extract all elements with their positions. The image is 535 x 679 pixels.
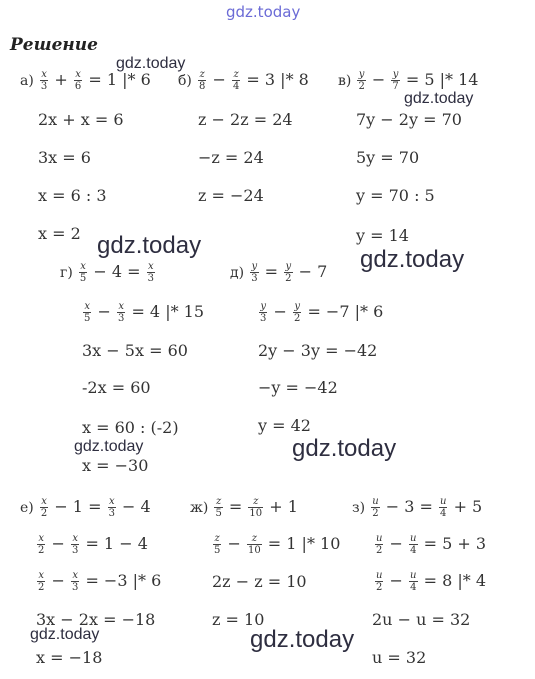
equation-v: в) $\frac{y}{2}$ − $\frac{y}{7}$ = 5 |* 14 — [338, 69, 479, 92]
step-line: y = 14 — [356, 226, 409, 245]
fraction: $\frac{x}{3}$ — [40, 69, 48, 92]
fraction: $\frac{x}{3}$ — [147, 261, 154, 284]
problem-label: а) — [20, 73, 34, 89]
fraction: $\frac{y}{2}$ — [358, 69, 365, 92]
problem-label: з) — [352, 500, 366, 516]
watermark-top: gdz.today — [226, 3, 301, 21]
fraction: $\frac{u}{4}$ — [410, 533, 417, 556]
problem-label: е) — [20, 500, 34, 516]
step-line: $\frac{z}{5}$ − $\frac{z}{10}$ = 1 |* 10 — [214, 533, 341, 556]
step-line: -2x = 60 — [82, 378, 151, 397]
fraction: $\frac{y}{2}$ — [293, 301, 301, 324]
step-line: 2u − u = 32 — [372, 610, 471, 629]
step-line: y = 70 : 5 — [356, 186, 435, 205]
equation-g: г) $\frac{x}{5}$ − 4 = $\frac{x}{3}$ — [60, 261, 154, 284]
equation-z: з) $\frac{u}{2}$ − 3 = $\frac{u}{4}$ + 5 — [352, 496, 483, 519]
step-line: x = 60 : (-2) — [82, 418, 179, 437]
step-line: 5y = 70 — [356, 148, 420, 167]
equation-e: е) $\frac{x}{2}$ − 1 = $\frac{x}{3}$ − 4 — [20, 496, 151, 519]
fraction: $\frac{u}{2}$ — [372, 496, 379, 519]
fraction: $\frac{z}{10}$ — [247, 533, 261, 556]
step-line: 3x − 2x = −18 — [36, 610, 156, 629]
fraction: $\frac{x}{3}$ — [108, 496, 115, 519]
fraction: $\frac{x}{2}$ — [38, 570, 45, 593]
step-line: 7y − 2y = 70 — [356, 110, 462, 129]
problem-label: в) — [338, 73, 352, 89]
fraction: $\frac{x}{5}$ — [79, 261, 87, 284]
step-line: $\frac{x}{2}$ − $\frac{x}{3}$ = −3 |* 6 — [38, 570, 162, 593]
equation-b: б) $\frac{z}{8}$ − $\frac{z}{4}$ = 3 |* 8 — [178, 69, 309, 92]
watermark: gdz.today — [404, 90, 474, 107]
fraction: $\frac{z}{8}$ — [198, 69, 206, 92]
equation-a: а) $\frac{x}{3}$ + $\frac{x}{6}$ = 1 |* 6 — [20, 69, 151, 92]
watermark: gdz.today — [292, 435, 397, 462]
fraction: $\frac{x}{3}$ — [71, 533, 79, 556]
watermark: gdz.today — [250, 626, 355, 653]
step-line: $\frac{y}{3}$ − $\frac{y}{2}$ = −7 |* 6 — [260, 301, 384, 324]
step-line: x = −30 — [82, 456, 149, 475]
step-line: $\frac{u}{2}$ − $\frac{u}{4}$ = 5 + 3 — [376, 533, 487, 556]
solution-title: Решение — [10, 35, 98, 55]
fraction: $\frac{z}{10}$ — [249, 496, 263, 519]
problem-label: ж) — [190, 500, 209, 516]
step-line: 2x + x = 6 — [38, 110, 124, 129]
step-line: z − 2z = 24 — [198, 110, 293, 129]
step-line: 2z − z = 10 — [212, 572, 307, 591]
step-line: $\frac{x}{2}$ − $\frac{x}{3}$ = 1 − 4 — [38, 533, 148, 556]
fraction: $\frac{x}{3}$ — [71, 570, 79, 593]
step-line: u = 32 — [372, 648, 427, 667]
problem-label: д) — [230, 265, 245, 281]
step-line: −y = −42 — [258, 378, 338, 397]
fraction: $\frac{z}{4}$ — [232, 69, 240, 92]
equation-d: д) $\frac{y}{3}$ = $\frac{y}{2}$ − 7 — [230, 261, 328, 284]
step-line: x = −18 — [36, 648, 103, 667]
fraction: $\frac{y}{2}$ — [285, 261, 292, 284]
watermark: gdz.today — [116, 55, 186, 72]
fraction: $\frac{u}{4}$ — [410, 570, 417, 593]
step-line: 3x = 6 — [38, 148, 91, 167]
fraction: $\frac{u}{2}$ — [376, 533, 383, 556]
fraction: $\frac{x}{6}$ — [74, 69, 82, 92]
step-line: $\frac{x}{5}$ − $\frac{x}{3}$ = 4 |* 15 — [84, 301, 205, 324]
step-line: $\frac{u}{2}$ − $\frac{u}{4}$ = 8 |* 4 — [376, 570, 487, 593]
fraction: $\frac{z}{5}$ — [215, 496, 222, 519]
watermark: gdz.today — [74, 438, 144, 455]
fraction: $\frac{x}{5}$ — [84, 301, 91, 324]
equation-zh: ж) $\frac{z}{5}$ = $\frac{z}{10}$ + 1 — [190, 496, 298, 519]
step-line: z = 10 — [212, 610, 265, 629]
step-line: x = 2 — [38, 224, 81, 243]
step-line: y = 42 — [258, 416, 311, 435]
fraction: $\frac{x}{3}$ — [117, 301, 125, 324]
watermark: gdz.today — [30, 626, 100, 643]
fraction: $\frac{y}{3}$ — [251, 261, 258, 284]
step-line: −z = 24 — [198, 148, 264, 167]
watermark: gdz.today — [97, 232, 202, 259]
fraction: $\frac{u}{4}$ — [440, 496, 447, 519]
fraction: $\frac{y}{7}$ — [392, 69, 399, 92]
fraction: $\frac{u}{2}$ — [376, 570, 383, 593]
step-line: x = 6 : 3 — [38, 186, 107, 205]
watermark: gdz.today — [360, 246, 465, 273]
step-line: z = −24 — [198, 186, 264, 205]
step-line: 2y − 3y = −42 — [258, 341, 378, 360]
fraction: $\frac{y}{3}$ — [260, 301, 267, 324]
step-line: 3x − 5x = 60 — [82, 341, 188, 360]
problem-label: г) — [60, 265, 73, 281]
fraction: $\frac{x}{2}$ — [38, 533, 45, 556]
problem-label: б) — [178, 73, 192, 89]
fraction: $\frac{z}{5}$ — [214, 533, 221, 556]
fraction: $\frac{x}{2}$ — [40, 496, 48, 519]
